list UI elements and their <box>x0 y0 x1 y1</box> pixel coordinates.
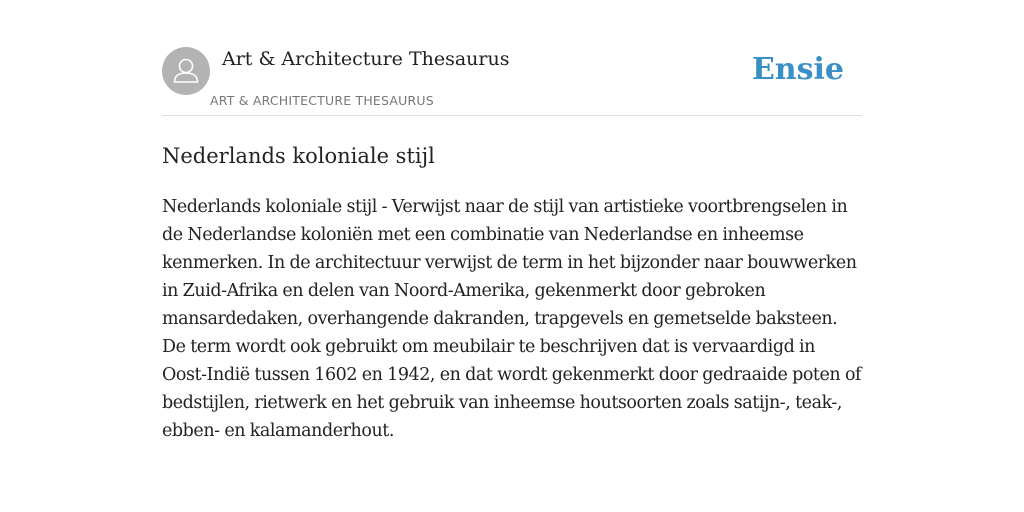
definition-card <box>162 46 862 445</box>
user-icon <box>162 47 210 95</box>
author-subtitle: ART & ARCHITECTURE THESAURUS <box>210 93 434 108</box>
entry-definition: Nederlands koloniale stijl - Verwijst naar de stijl van artistieke voortbrengselen in de Nederlandse koloniën met een combinatie van Nederlandse en inheemse kenmerken. In de architectuur verwijst de term in het bijzonder naar bouwwerken in Zuid-Afrika en delen van Noord-Amerika, gekenmerkt door gebroken mansardedaken, overhangende dakranden, trapgevels en gemetselde baksteen. De term wordt ook gebruikt om meubilair te beschrijven dat is vervaardigd in Oost-Indië tussen 1602 en 1942, en dat wordt gekenmerkt door gedraaide poten of bedstijlen, rietwerk en het gebruik van inheemse houtsoorten zoals satijn-, teak-, ebben- en kalamanderhout. <box>162 197 862 441</box>
ensie-logo[interactable]: Ensie <box>751 52 844 87</box>
author-name[interactable]: Art & Architecture Thesaurus <box>222 48 510 70</box>
entry-title: Nederlands koloniale stijl <box>162 144 435 168</box>
avatar[interactable] <box>162 47 210 95</box>
card-header <box>162 46 862 116</box>
